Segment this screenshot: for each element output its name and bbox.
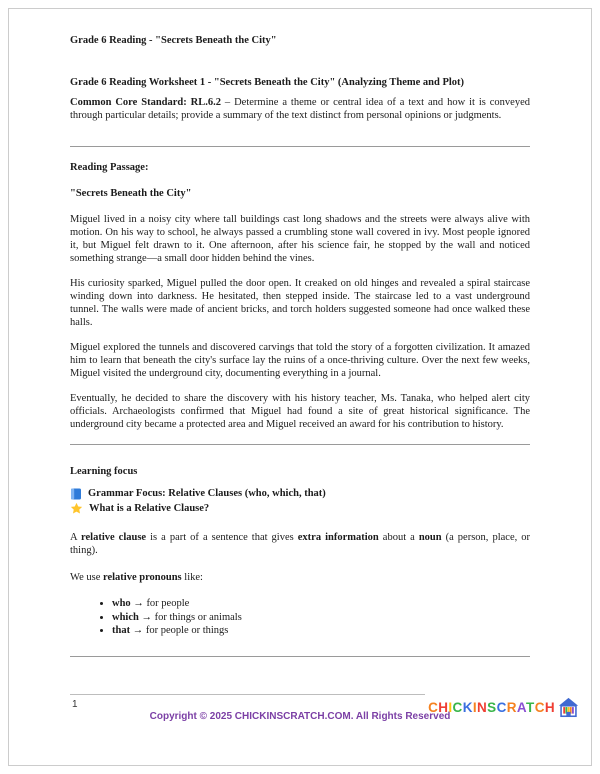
- star-icon: [70, 502, 83, 515]
- course-title: Grade 6 Reading - "Secrets Beneath the City": [70, 35, 277, 46]
- definition-bold: extra information: [297, 532, 379, 543]
- blue-book-icon: [70, 488, 82, 500]
- page-number: 1: [72, 699, 78, 710]
- pronoun-description: → for people or things: [130, 625, 229, 636]
- definition-text: A: [70, 532, 82, 543]
- grammar-focus-label: Grammar Focus: Relative Clauses (who, which, that): [88, 488, 326, 499]
- document-content: [70, 34, 530, 657]
- worksheet-title: Grade 6 Reading Worksheet 1 - "Secrets Beneath the City" (Analyzing Theme and Plot): [70, 77, 465, 88]
- list-item: [112, 624, 530, 638]
- list-item: [112, 597, 530, 611]
- intro-bold: relative pronouns: [102, 572, 182, 583]
- learning-focus-heading: Learning focus: [70, 466, 138, 477]
- relative-clause-question-line: [70, 502, 530, 517]
- chickinscratch-logo: [428, 697, 579, 718]
- relative-pronoun-list: [70, 597, 530, 638]
- pronoun-term: who: [112, 598, 131, 609]
- passage-paragraph-3: Miguel explored the tunnels and discovered carvings that told the story of a forgotten civilization. It amazed him to learn that beneath the city's surface lay the ruins of a once-thriving culture. Over the next few weeks, Miguel visited the underground city, documenting everything in a journal.: [70, 342, 530, 379]
- reading-passage-heading: Reading Passage:: [70, 162, 149, 173]
- passage-title: "Secrets Beneath the City": [70, 188, 192, 199]
- passage-paragraph-1: Miguel lived in a noisy city where tall buildings cast long shadows and the streets were always alive with motion. On his way to school, he always passed a crumbling stone wall covered in ivy. Most people ignored it, but Miguel felt drawn to it. One afternoon, after his science fair, he stopped by the wall and noticed something strange—a small door hidden behind the vines.: [70, 214, 530, 264]
- intro-text: like:: [181, 572, 203, 583]
- pronoun-description: → for things or animals: [138, 611, 242, 623]
- relative-pronouns-intro: [70, 571, 530, 584]
- section-divider-1: [70, 146, 530, 147]
- relative-clause-question-label: What is a Relative Clause?: [89, 502, 210, 514]
- footer-divider: [70, 694, 425, 695]
- intro-text: We use: [70, 572, 103, 583]
- definition-text: is a part of a sentence that gives: [146, 532, 298, 543]
- standard-label: Common Core Standard: RL.6.2: [70, 97, 221, 108]
- passage-paragraph-2: His curiosity sparked, Miguel pulled the door open. It creaked on old hinges and revealed a spiral staircase winding down into darkness. He hesitated, then stepped inside. The staircase led to a vast underground tunnel. The walls were made of ancient bricks, and torch holders suggested someone had once walked these halls.: [70, 278, 530, 328]
- section-divider-3: [70, 656, 530, 657]
- copyright-text: Copyright © 2025 CHICKINSCRATCH.COM. All Rights Reserved: [149, 711, 451, 722]
- logo-text: CHICKINSCRATCH: [428, 700, 555, 715]
- section-divider-2: [70, 444, 530, 445]
- passage-paragraph-4: Eventually, he decided to share the discovery with his history teacher, Ms. Tanaka, who helped alert city officials. Archaeologists confirmed that Miguel had found a site of great historical significance. The underground city became a protected area and Miguel received an award for his contribution to history.: [70, 393, 530, 430]
- definition-text: about a: [378, 532, 419, 543]
- pronoun-term: that: [112, 625, 131, 636]
- definition-bold: noun: [418, 532, 442, 543]
- relative-clause-definition: [70, 531, 530, 557]
- pronoun-term: which: [112, 611, 139, 623]
- definition-bold: relative clause: [81, 532, 147, 543]
- common-core-standard: [70, 96, 530, 122]
- pronoun-description: → for people: [130, 598, 190, 609]
- grammar-focus-line: [70, 487, 530, 502]
- standard-text: – Determine a theme or central idea of a text and how it is conveyed through particular details; provide a summary of the text distinct from personal opinions or judgments.: [70, 97, 530, 121]
- house-icon: [558, 697, 579, 718]
- list-item: [112, 611, 530, 625]
- definition-text: (a person, place, or thing).: [70, 532, 530, 556]
